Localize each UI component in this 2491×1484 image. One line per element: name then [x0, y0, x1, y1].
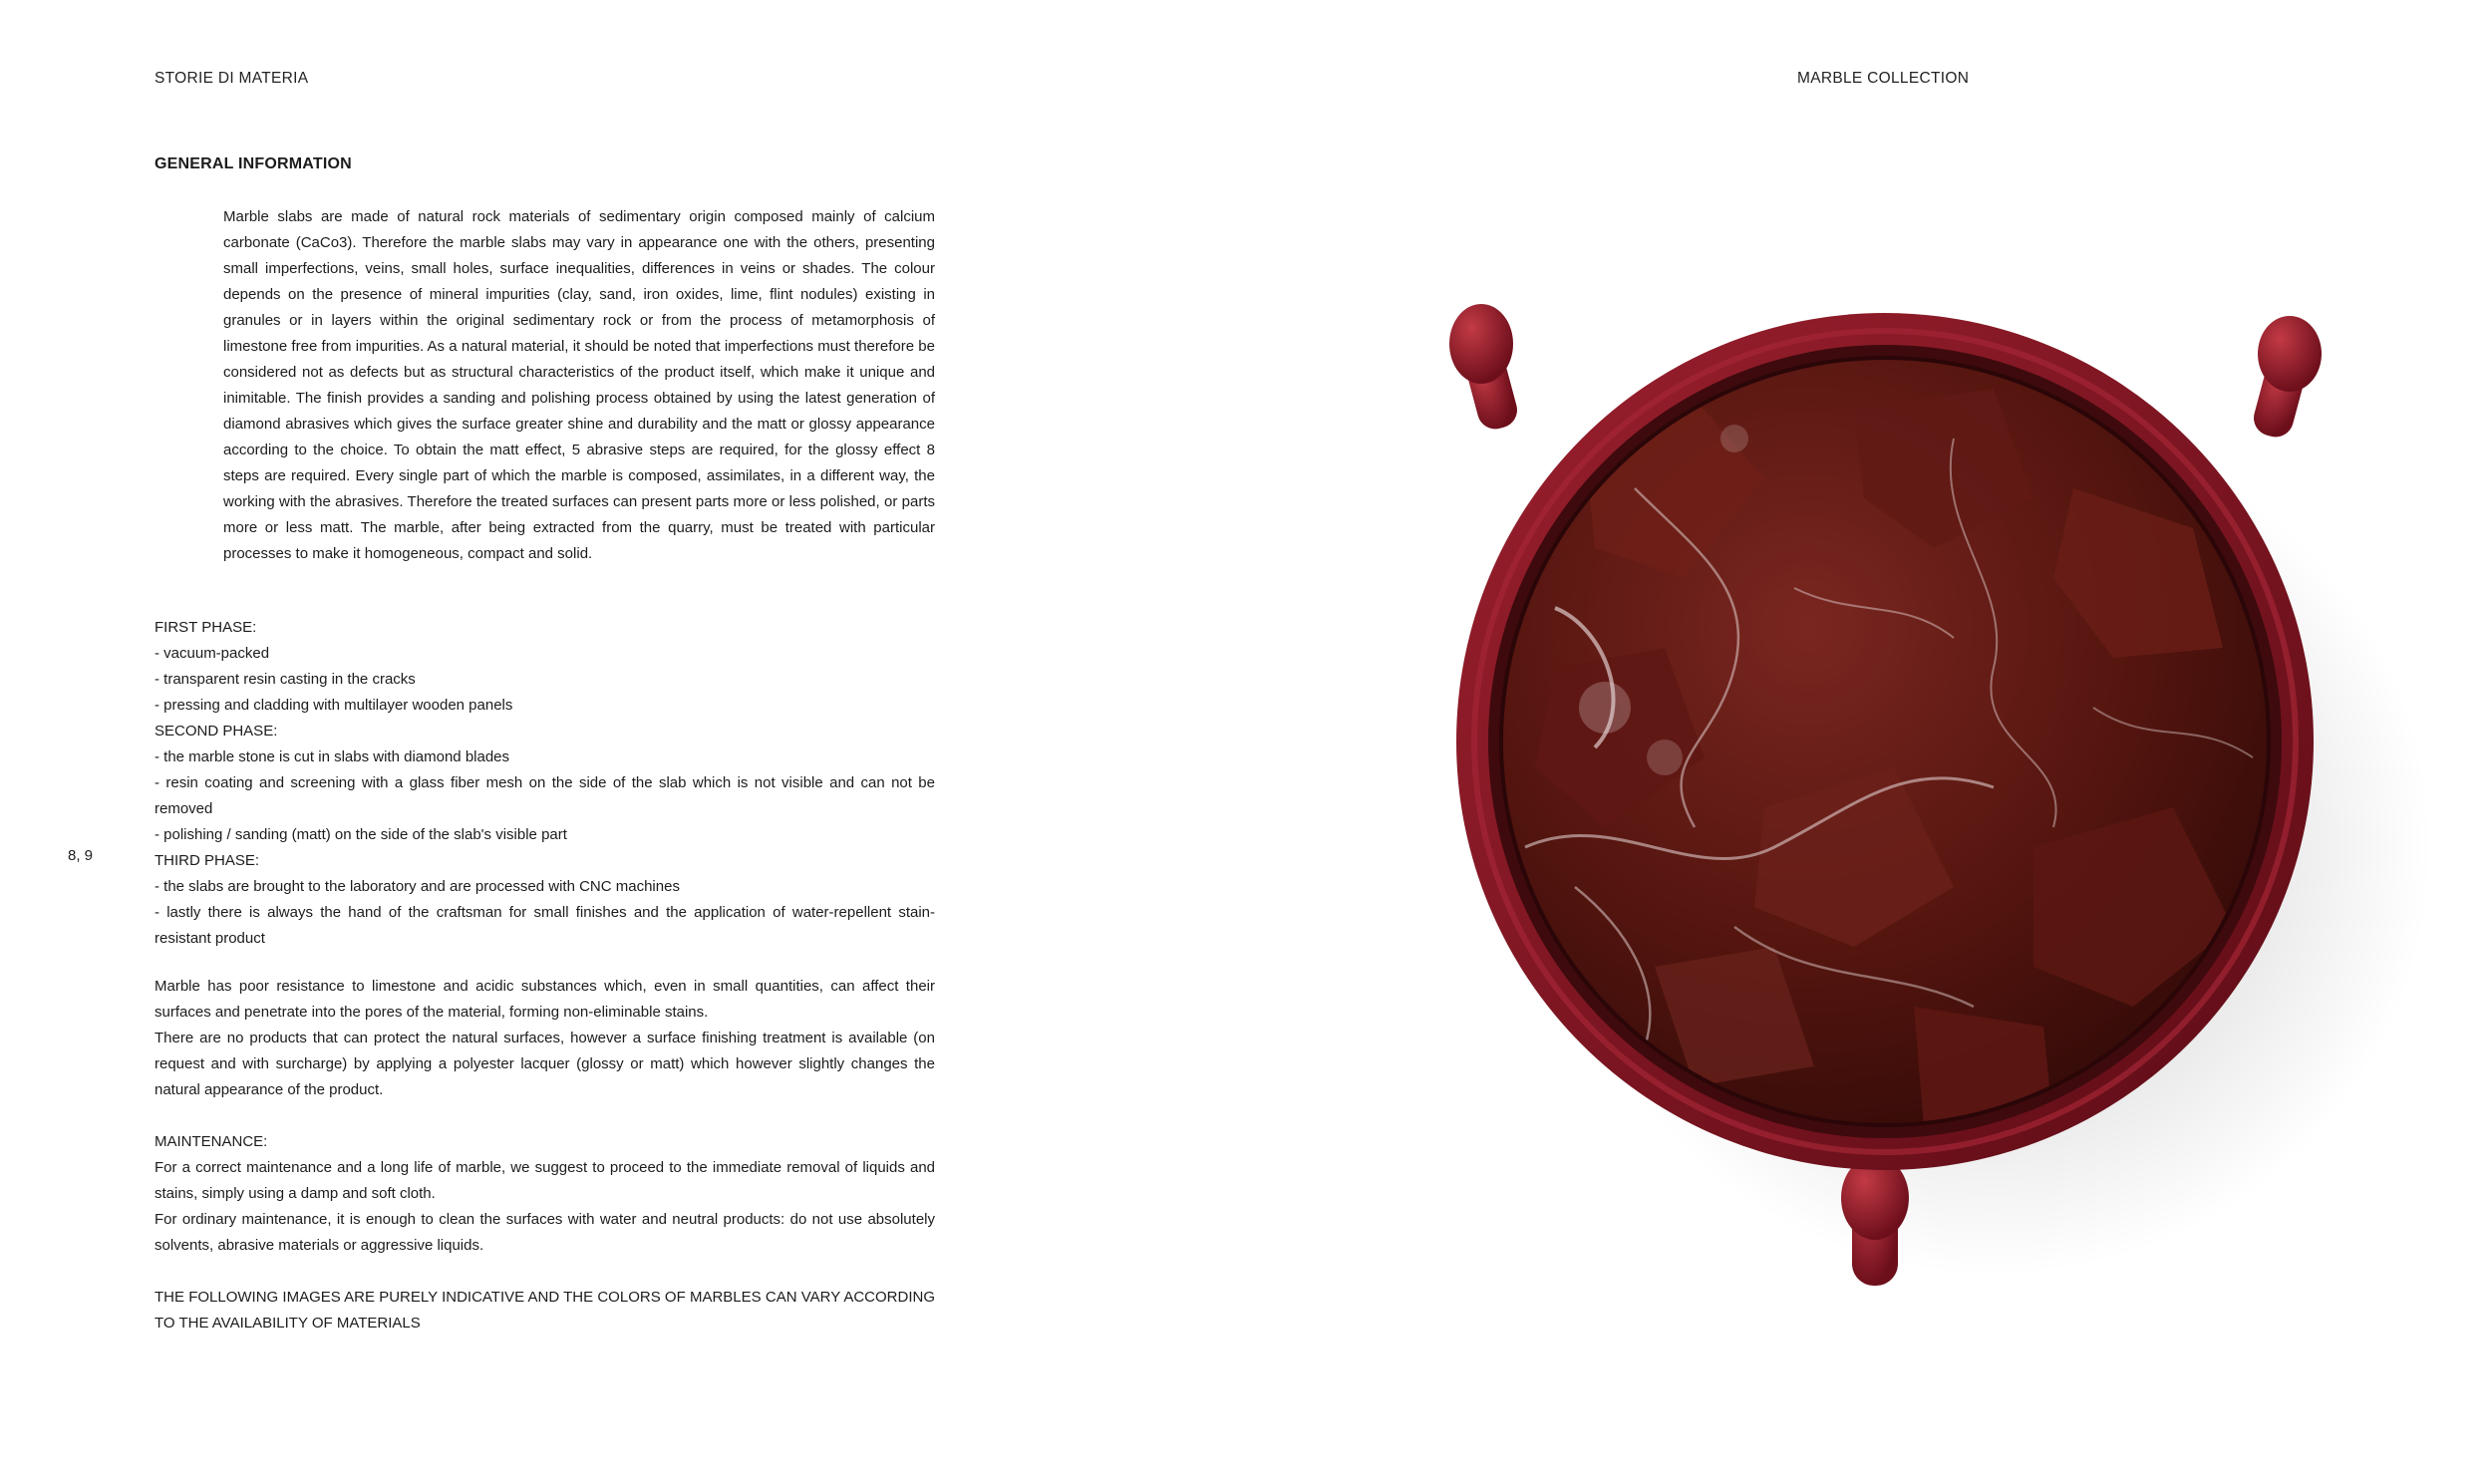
marble-notes	[155, 974, 935, 1103]
phase-item: - transparent resin casting in the cracks	[155, 671, 416, 688]
section-title: GENERAL INFORMATION	[155, 155, 352, 172]
header-left-title: STORIE DI MATERIA	[155, 70, 309, 87]
phase-item: - polishing / sanding (matt) on the side of the slab's visible part	[155, 826, 567, 843]
first-phase-title: FIRST PHASE:	[155, 619, 257, 636]
maintenance-paragraph: For a correct maintenance and a long life of marble, we suggest to proceed to the immediate removal of liquids and stains, simply using a damp and soft cloth.	[155, 1159, 935, 1202]
disclaimer	[155, 1285, 935, 1336]
table-leg	[1841, 1156, 1909, 1286]
table-leg	[1449, 304, 1521, 433]
page-number: 8, 9	[68, 847, 94, 864]
marble-table-photo	[1435, 289, 2442, 1336]
marble-top	[1501, 358, 2269, 1126]
note-paragraph: There are no products that can protect the natural surfaces, however a surface finishing treatment is available (on request and with surcharge) by applying a polyester lacquer (glossy or matt) which however slightly changes the natural appearance of the product.	[155, 1030, 935, 1098]
phase-item: - lastly there is always the hand of the craftsman for small finishes and the application of water-repellent stain-resistant product	[155, 904, 935, 947]
disclaimer-text: THE FOLLOWING IMAGES ARE PURELY INDICATIVE AND THE COLORS OF MARBLES CAN VARY ACCORDING TO THE AVAILABILITY OF MATERIALS	[155, 1289, 935, 1332]
maintenance-paragraph: For ordinary maintenance, it is enough to clean the surfaces with water and neutral products: do not use absolutely solvents, abrasive materials or aggressive liquids.	[155, 1211, 935, 1254]
maintenance-section	[155, 1129, 935, 1259]
maintenance-title: MAINTENANCE:	[155, 1133, 268, 1150]
phase-item: - the marble stone is cut in slabs with diamond blades	[155, 748, 510, 765]
phase-item: - resin coating and screening with a glass fiber mesh on the side of the slab which is not visible and can not be removed	[155, 774, 935, 817]
table-leg	[2250, 316, 2322, 441]
phases-list	[155, 615, 935, 952]
header-right-title: MARBLE COLLECTION	[1797, 70, 1970, 87]
phase-item: - vacuum-packed	[155, 645, 270, 662]
phase-item: - pressing and cladding with multilayer wooden panels	[155, 697, 513, 714]
phase-item: - the slabs are brought to the laboratory and are processed with CNC machines	[155, 878, 680, 895]
note-paragraph: Marble has poor resistance to limestone and acidic substances which, even in small quantities, can affect their surfaces and penetrate into the pores of the material, forming non-eliminable stains.	[155, 978, 935, 1021]
intro-paragraph: Marble slabs are made of natural rock materials of sedimentary origin composed mainly of calcium carbonate (CaCo3). Therefore the marble slabs may vary in appearance one with the others, presenting small imperfections, veins, small holes, surface inequalities, differences in veins or shades. The colour depends on the presence of mineral impurities (clay, sand, iron oxides, lime, flint nodules) existing in granules or in layers within the original sedimentary rock or from the process of metamorphosis of limestone free from impurities. As a natural material, it should be noted that imperfections must therefore be considered not as defects but as structural characteristics of the product itself, which make it unique and inimitable. The finish provides a sanding and polishing process obtained by using the latest generation of diamond abrasives which gives the surface greater shine and durability and the matt or glossy appearance according to the choice. To obtain the matt effect, 5 abrasive steps are required, for the glossy effect 8 steps are required. Every single part of which the marble is composed, assimilates, in a different way, the working with the abrasives. Therefore the treated surfaces can present parts more or less polished, or parts more or less matt. The marble, after being extracted from the quarry, must be treated with particular processes to make it homogeneous, compact and solid.	[223, 208, 935, 562]
third-phase-title: THIRD PHASE:	[155, 852, 260, 869]
second-phase-title: SECOND PHASE:	[155, 723, 278, 740]
